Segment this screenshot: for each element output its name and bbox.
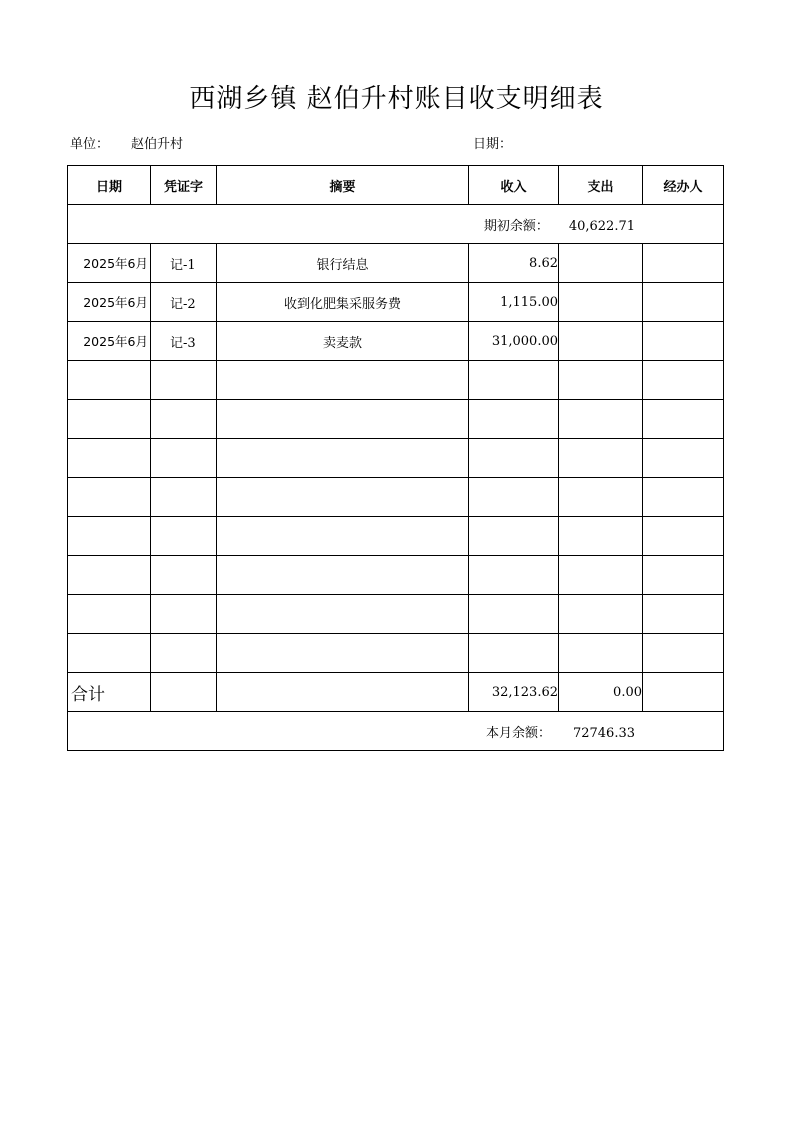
row-handler (643, 244, 724, 283)
table-row (68, 244, 724, 283)
row-income: 31,000.00 (469, 322, 559, 361)
closing-balance-row (68, 712, 724, 751)
unit-value: 赵伯升村 (131, 137, 184, 152)
opening-balance-row (68, 205, 724, 244)
closing-balance-value: 72746.33 (572, 725, 635, 741)
row-handler (643, 322, 724, 361)
empty-row (68, 400, 724, 439)
opening-balance-cell (68, 205, 724, 244)
empty-row (68, 478, 724, 517)
closing-balance-label: 本月余额： (485, 725, 551, 741)
table-row (68, 283, 724, 322)
col-header-date: 日期 (68, 166, 151, 205)
row-date: 2025年6月 (68, 322, 151, 361)
empty-row (68, 556, 724, 595)
unit-line (70, 133, 183, 152)
date-line (473, 133, 534, 152)
total-income: 32,123.62 (469, 673, 559, 712)
col-header-income: 收入 (469, 166, 559, 205)
date-label: 日期： (473, 137, 513, 152)
col-header-voucher: 凭证字 (151, 166, 217, 205)
row-date: 2025年6月 (68, 283, 151, 322)
empty-row (68, 361, 724, 400)
row-expense (559, 244, 643, 283)
page-title: 西湖乡镇 赵伯升村账目收支明细表 (189, 84, 604, 114)
total-expense: 0.00 (559, 673, 643, 712)
opening-balance-label: 期初余额： (483, 218, 549, 234)
row-voucher: 记-3 (151, 322, 217, 361)
empty-row (68, 595, 724, 634)
row-voucher: 记-2 (151, 283, 217, 322)
closing-balance-cell (68, 712, 724, 751)
row-handler (643, 283, 724, 322)
opening-balance-value: 40,622.71 (568, 218, 635, 234)
total-label: 合计 (68, 673, 151, 712)
empty-row (68, 634, 724, 673)
row-income: 1,115.00 (469, 283, 559, 322)
total-row (68, 673, 724, 712)
row-summary: 银行结息 (217, 244, 469, 283)
row-expense (559, 283, 643, 322)
table-row (68, 322, 724, 361)
empty-row (68, 439, 724, 478)
col-header-expense: 支出 (559, 166, 643, 205)
header-row (68, 166, 724, 205)
row-expense (559, 322, 643, 361)
row-summary: 收到化肥集采服务费 (217, 283, 469, 322)
unit-label: 单位： (70, 137, 110, 152)
row-income: 8.62 (469, 244, 559, 283)
col-header-summary: 摘要 (217, 166, 469, 205)
row-summary: 卖麦款 (217, 322, 469, 361)
ledger-table (67, 165, 724, 751)
empty-row (68, 517, 724, 556)
row-date: 2025年6月 (68, 244, 151, 283)
row-voucher: 记-1 (151, 244, 217, 283)
col-header-handler: 经办人 (643, 166, 724, 205)
